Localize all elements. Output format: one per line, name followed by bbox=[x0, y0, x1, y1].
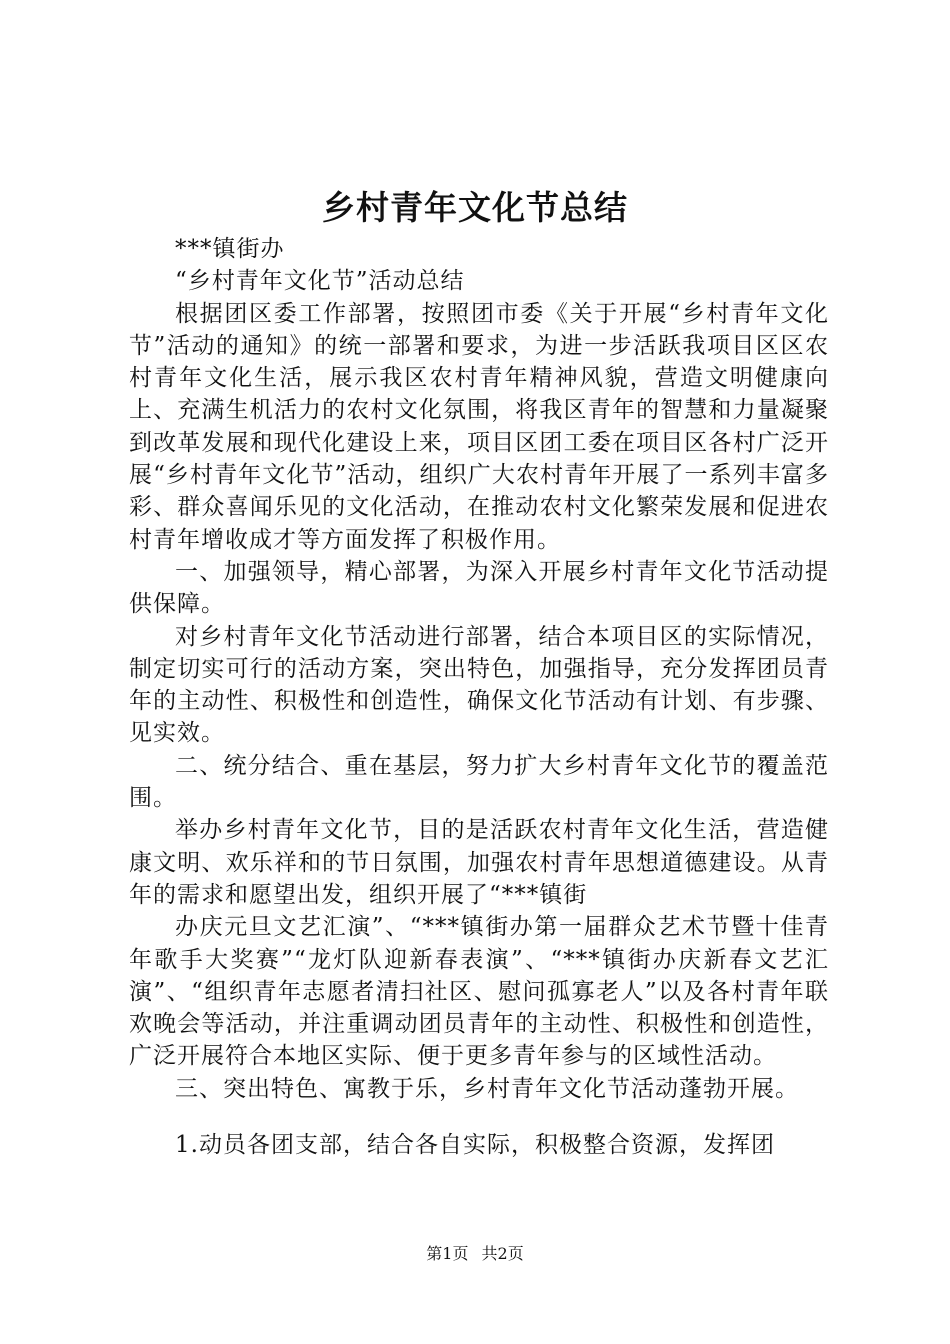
document-body bbox=[129, 233, 829, 1161]
body-paragraph: 对乡村青年文化节活动进行部署，结合本项目区的实际情况，制定切实可行的活动方案，突出特色，加强指导，充分发挥团员青年的主动性、积极性和创造性，确保文化节活动有计划、有步骤、见实效。 bbox=[129, 623, 829, 747]
sender-line: ***镇街办 bbox=[175, 236, 285, 262]
body-paragraph: 办庆元旦文艺汇演”、“***镇街办第一届群众艺术节暨十佳青年歌手大奖赛”“龙灯队迎新春表演”、“***镇街办庆新春文艺汇演”、“组织青年志愿者清扫社区、慰问孤寡老人”以及各村青年联欢晚会等活动，并注重调动团员青年的主动性、积极性和创造性，广泛开展符合本地区实际、便于更多青年参与的区域性活动。 bbox=[129, 914, 829, 1070]
body-paragraph: 举办乡村青年文化节，目的是活跃农村青年文化生活，营造健康文明、欢乐祥和的节日氛围，加强农村青年思想道德建设。从青年的需求和愿望出发，组织开展了“***镇街 bbox=[129, 817, 829, 908]
document-title: 乡村青年文化节总结 bbox=[322, 188, 628, 227]
subtitle-line: “乡村青年文化节”活动总结 bbox=[175, 268, 465, 295]
section-heading-3: 三、突出特色、寓教于乐，乡村青年文化节活动蓬勃开展。 bbox=[175, 1075, 799, 1102]
section-heading-1: 一、加强领导，精心部署，为深入开展乡村青年文化节活动提供保障。 bbox=[129, 558, 829, 618]
page-number: 第1页 bbox=[426, 1244, 469, 1263]
page-total: 共2页 bbox=[481, 1244, 524, 1263]
body-paragraph: 根据团区委工作部署，按照团市委《关于开展“乡村青年文化节”活动的通知》的统一部署和要求，为进一步活跃我项目区区农村青年文化生活，展示我区农村青年精神风貌，营造文明健康向上、充满生机活力的农村文化氛围，将我区青年的智慧和力量凝聚到改革发展和现代化建设上来，项目区团工委在项目区各村广泛开展“乡村青年文化节”活动，组织广大农村青年开展了一系列丰富多彩、群众喜闻乐见的文化活动，在推动农村文化繁荣发展和促进农村青年增收成才等方面发挥了积极作用。 bbox=[129, 300, 829, 553]
page-footer bbox=[0, 1242, 950, 1266]
section-heading-2: 二、统分结合、重在基层，努力扩大乡村青年文化节的覆盖范围。 bbox=[129, 752, 829, 812]
numbered-item: 1.动员各团支部，结合各自实际，积极整合资源，发挥团 bbox=[175, 1132, 775, 1159]
